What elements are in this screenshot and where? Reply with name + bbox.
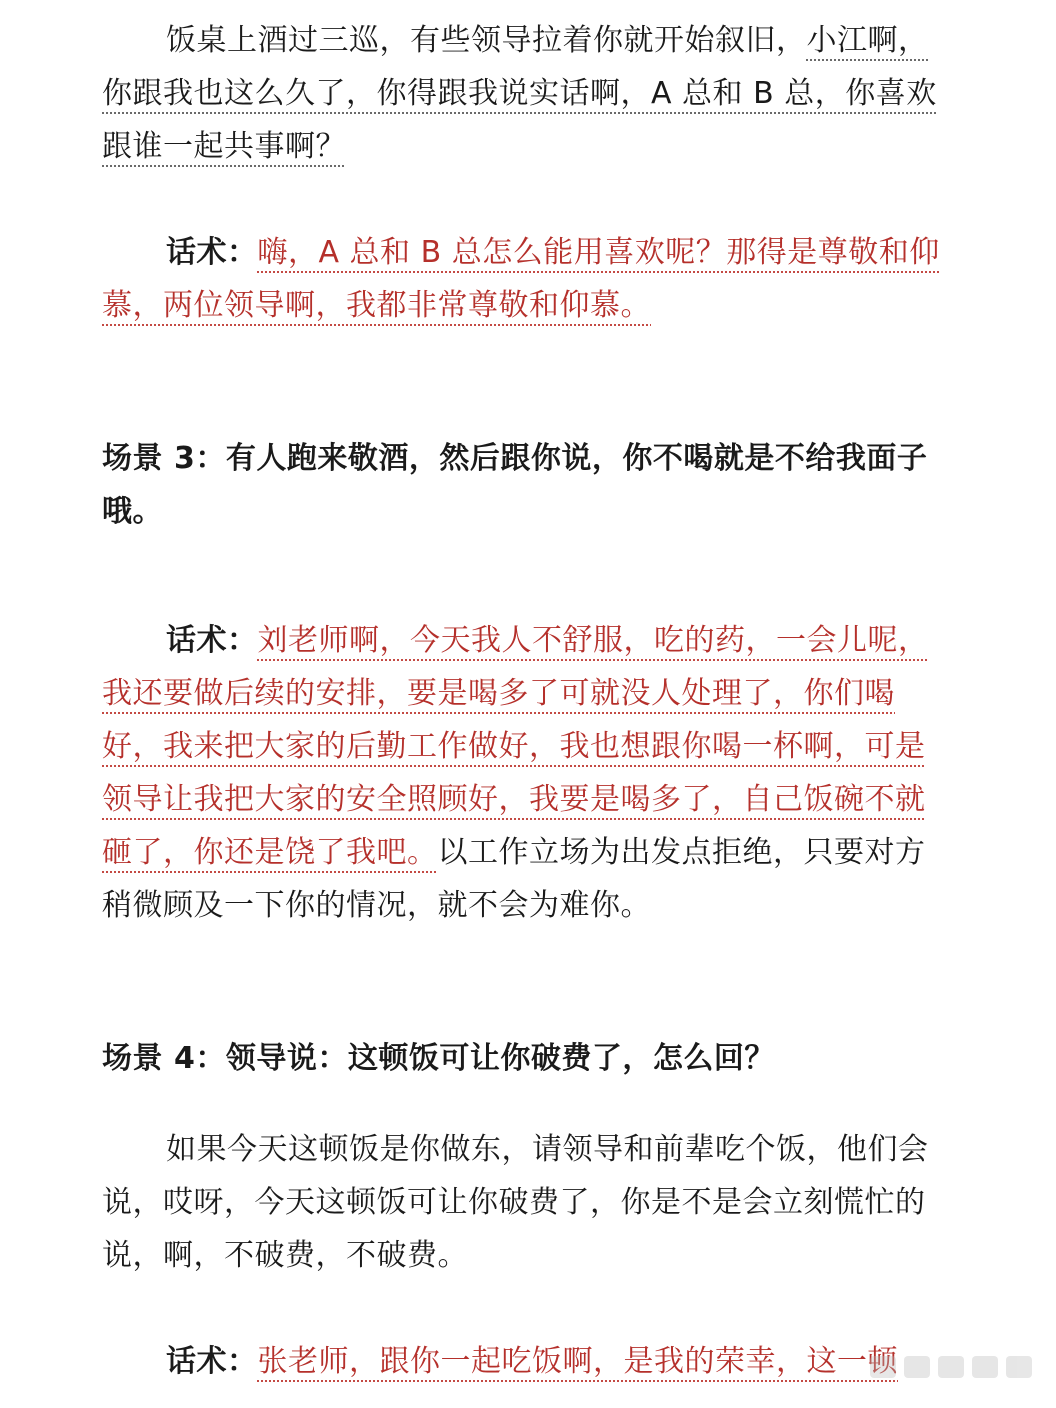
script-label: 话术： (166, 1344, 258, 1379)
script-3-note: 以工作立场为出发点拒绝，只要对方稍微顾及一下你的情况，就不会为难你。 (102, 835, 926, 923)
script-4-text: 张老师，跟你一起吃饭啊，是我的荣幸，这一顿 (257, 1344, 898, 1379)
paragraph-intro (102, 14, 954, 173)
article-body (102, 14, 954, 1388)
script-1-text: 嗨，A 总和 B 总怎么能用喜欢呢？那得是尊敬和仰慕，两位领导啊，我都非常尊敬和仰慕。 (102, 235, 940, 323)
script-3-text: 刘老师啊，今天我人不舒服，吃的药，一会儿呢，我还要做后续的安排，要是喝多了可就没人处理了，你们喝好，我来把大家的后勤工作做好，我也想跟你喝一杯啊，可是领导让我把大家的安全照顾好，我要是喝多了，自己饭碗不就砸了，你还是饶了我吧。 (102, 623, 929, 870)
intro-text: 饭桌上酒过三巡，有些领导拉着你就开始叙旧， (166, 23, 807, 58)
scene-4-heading: 场景 4：领导说：这顿饭可让你破费了，怎么回？ (102, 1041, 775, 1076)
script-label: 话术： (166, 623, 258, 658)
script-1 (102, 226, 954, 332)
scene-3-heading: 场景 3：有人跑来敬酒，然后跟你说，你不喝就是不给我面子哦。 (102, 441, 928, 529)
intro-quote-underlined: 小江啊，你跟我也这么久了，你得跟我说实话啊，A 总和 B 总，你喜欢跟谁一起共事啊？ (102, 23, 937, 164)
paragraph-scene-4: 如果今天这顿饭是你做东，请领导和前辈吃个饭，他们会说，哎呀，今天这顿饭可让你破费了，你是不是会立刻慌忙的说，啊，不破费，不破费。 (102, 1132, 929, 1273)
script-3 (102, 614, 954, 932)
script-label: 话术： (166, 235, 258, 270)
watermark-logo (870, 1356, 1032, 1378)
script-4 (102, 1335, 954, 1388)
